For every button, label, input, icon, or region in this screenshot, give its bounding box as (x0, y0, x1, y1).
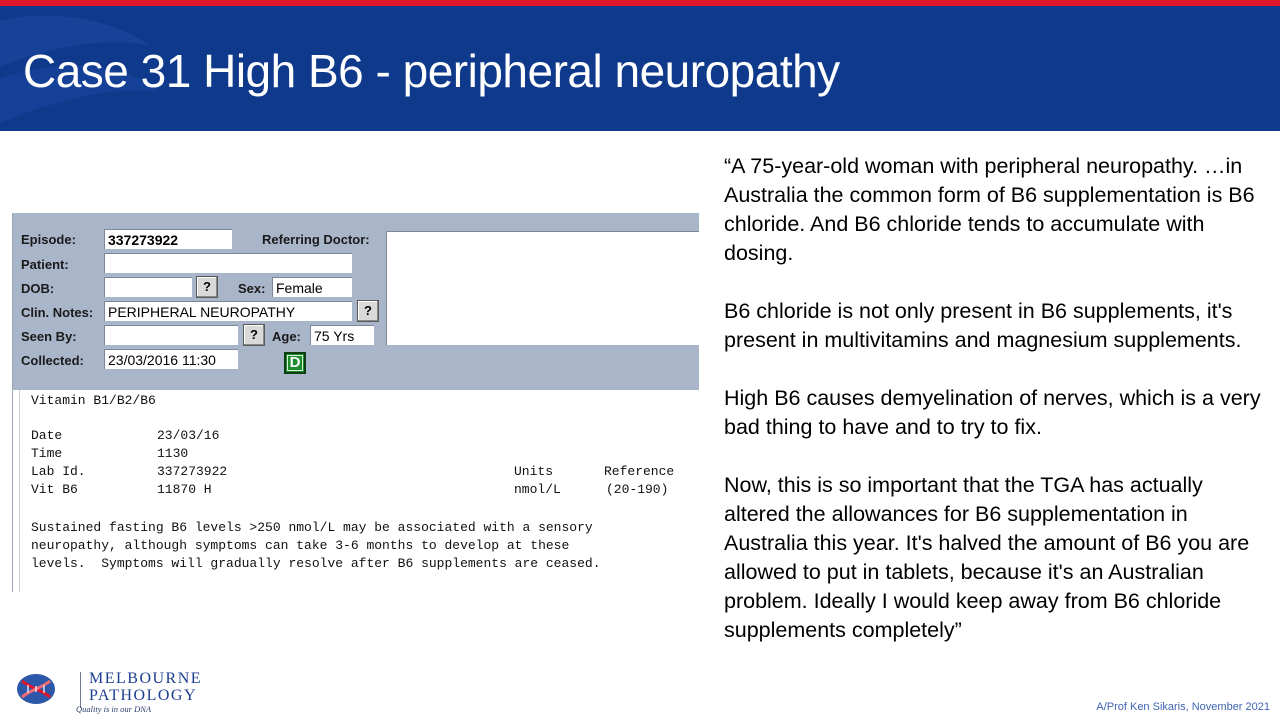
dob-field[interactable] (104, 277, 192, 297)
comment-line: Sustained fasting B6 levels >250 nmol/L may be associated with a sensory (31, 520, 593, 535)
result-label: Time (31, 446, 63, 461)
age-label: Age: (272, 329, 301, 344)
dob-label: DOB: (21, 281, 55, 296)
d-button[interactable]: D (284, 352, 306, 374)
clin-notes-label: Clin. Notes: (21, 305, 94, 320)
clin-notes-field[interactable]: PERIPHERAL NEUROPATHY (104, 301, 352, 321)
dob-lookup-button[interactable]: ? (196, 276, 218, 298)
episode-field[interactable]: 337273922 (104, 229, 232, 249)
collected-label: Collected: (21, 353, 84, 368)
comment-line: levels. Symptoms will gradually resolve after B6 supplements are ceased. (31, 556, 601, 571)
clin-notes-lookup-button[interactable]: ? (357, 300, 379, 322)
units-header: Units (514, 464, 554, 479)
seen-by-lookup-button[interactable]: ? (243, 324, 265, 346)
patient-label: Patient: (21, 257, 69, 272)
result-value: 1130 (157, 446, 189, 461)
referring-doctor-field[interactable] (386, 231, 699, 345)
quote-paragraph: “A 75-year-old woman with peripheral neuropathy. …in Australia the common form of B6 supplementation is B6 chloride. And B6 chloride tends to accumulate with dosing. (724, 154, 1255, 265)
seen-by-label: Seen By: (21, 329, 77, 344)
quote-text (724, 152, 1269, 674)
logo-tagline: Quality is in our DNA (76, 704, 152, 714)
lab-report-text (19, 390, 699, 592)
melbourne-pathology-logo (14, 668, 214, 718)
sex-label: Sex: (238, 281, 266, 296)
logo-name-line2: PATHOLOGY (89, 687, 198, 704)
presenter-credit: A/Prof Ken Sikaris, November 2021 (1096, 701, 1270, 713)
logo-divider (80, 672, 81, 708)
sex-field[interactable]: Female (272, 277, 352, 297)
referring-doctor-label: Referring Doctor: (262, 232, 370, 247)
seen-by-field[interactable] (104, 325, 238, 345)
logo-name-line1: MELBOURNE (89, 670, 203, 687)
lab-report-screenshot (12, 213, 699, 592)
quote-paragraph: High B6 causes demyelination of nerves, which is a very bad thing to have and to try to fix. (724, 386, 1261, 439)
slide-header (0, 6, 1280, 131)
test-title: Vitamin B1/B2/B6 (31, 393, 156, 408)
episode-label: Episode: (21, 232, 76, 247)
result-label: Vit B6 (31, 482, 78, 497)
quote-paragraph: B6 chloride is not only present in B6 supplements, it's present in multivitamins and magnesium supplements. (724, 299, 1242, 352)
result-label: Date (31, 428, 63, 443)
result-value: 337273922 (157, 464, 228, 479)
patient-field[interactable] (104, 253, 352, 273)
slide-title: Case 31 High B6 - peripheral neuropathy (23, 45, 840, 97)
age-field[interactable]: 75 Yrs (310, 325, 374, 345)
reference-value: (20-190) (606, 482, 669, 497)
dna-logo-icon (14, 671, 58, 707)
reference-header: Reference (604, 464, 675, 479)
collected-field[interactable]: 23/03/2016 11:30 (104, 349, 238, 369)
units-value: nmol/L (514, 482, 561, 497)
quote-paragraph: Now, this is so important that the TGA has actually altered the allowances for B6 supplementation in Australia this year. It's halved the amount of B6 you are allowed to put in tablets, because it's an Australian problem. Ideally I would keep away from B6 chloride supplements completely” (724, 473, 1250, 642)
lab-request-form (13, 213, 699, 390)
result-value: 11870 H (157, 482, 212, 497)
comment-line: neuropathy, although symptoms can take 3-6 months to develop at these (31, 538, 570, 553)
result-value: 23/03/16 (157, 428, 220, 443)
result-label: Lab Id. (31, 464, 86, 479)
logo-name (89, 670, 202, 704)
